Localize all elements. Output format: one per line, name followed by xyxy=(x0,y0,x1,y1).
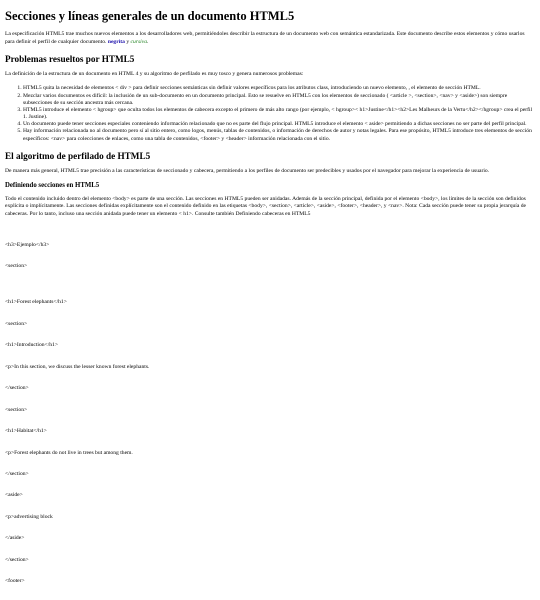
list-item: 5. Hay información relacionada no al documento pero sí al sitio entero, como logos, menús, tablas de contenidos, o información de derechos de autor y notas legales. Para ese propósito, HTML5 introduce tres elementos de sección específicos: <nav> para colecciones de enlaces, como una tabla de contenidos, <footer> y <header> información relacionada con el sitio. xyxy=(23,128,535,142)
list-item: 3. HTML5 introduce el elemento < hgroup> que oculta todos los elementos de cabecera excepto el primero de más alto rango (por ejemplo, < hgroup>< h1>Justine</h1><h2>Les Malheurs de la Vertu</h2></hgroup> crea el perfil 1. Justine). xyxy=(23,107,535,121)
list-item: 4. Un documento puede tener secciones especiales conteniendo información relacionado que no es parte del flujo principal. HTML5 introduce el elemento < aside> permitiendo a dichas secciones no ser parte del perfil principal. xyxy=(23,121,535,128)
sections-paragraph: Todo el contenido incluido dentro del elemento <body> es parte de una sección. Las secciones en HTML5 pueden ser anidadas. Además de la sección principal, definida por el elemento <body>, los límites de la sección son definidos explícita o implícitamente. Las secciones definidas explícitamente son el contenido definido en las etiquetas <body>, <section>, <article>, <aside>, <footer>, <header>, y <nav>. Nota: Cada sección puede tener su propia jerarquía de cabeceras. Por lo tanto, incluso una sección anidada puede tener un elemento < h1>. Consulte también Definiendo cabeceras en HTML5 xyxy=(5,196,527,217)
code-line: <h1>Forest elephants</h1> xyxy=(5,299,67,306)
intro-end: . xyxy=(147,38,149,45)
code-example xyxy=(5,228,535,600)
code-line: <p>Forest elephants do not live in trees but among them. xyxy=(5,449,133,456)
code-line: <h1>Introduction</h1> xyxy=(5,342,59,349)
code-line: <aside> xyxy=(5,492,23,499)
problems-lead: La definición de la estructura de un documento en HTML 4 y su algoritmo de perfilado es muy tosco y genera numerosos problemas: xyxy=(5,71,304,78)
code-line: <h1>Habitat</h1> xyxy=(5,428,47,435)
code-line: </section> xyxy=(5,556,29,563)
algorithm-paragraph: De manera más general, HTML5 trae precisión a las características de seccionado y cabecera, permitiendo a los perfiles de documento ser predecibles y usados por el navegador para mejorar la experiencia de usuario. xyxy=(5,168,490,175)
code-line: <p>advertising block xyxy=(5,513,53,520)
code-line: <section> xyxy=(5,320,28,327)
intro-paragraph xyxy=(5,31,535,45)
problems-heading: Problemas resueltos por HTML5 xyxy=(5,53,135,64)
code-line: </section> xyxy=(5,385,29,392)
code-line: </section> xyxy=(5,471,29,477)
code-line: </aside> xyxy=(5,535,25,542)
code-line: <h3>Ejemplo</h3> xyxy=(5,242,50,248)
list-item: 1. HTML5 quita la necesidad de elementos < div > para definir secciones semánticas sin definir valores específicos para los atributos class, introduciendo un nuevo elemento, , el elemento de sección HTML. xyxy=(23,85,535,92)
intro-connector: y xyxy=(126,38,130,45)
code-line: <section> xyxy=(5,263,28,270)
sections-heading: Definiendo secciones en HTML5 xyxy=(5,182,100,190)
code-line: <footer> xyxy=(5,578,25,585)
problems-list xyxy=(5,85,535,142)
list-item: 2. Mezclar varios documentos es difícil: la inclusión de un sub-documento en un documento principal. Esto se resuelve en HTML5 con los elementos de seccionado ( <article >, <section>, <nav> y <aside>) son siempre subsecciones de su sección ancestra más cercana. xyxy=(23,93,535,107)
code-line: <p>In this section, we discuss the lesser known forest elephants. xyxy=(5,363,150,370)
document-page xyxy=(0,9,540,600)
code-line: <section> xyxy=(5,406,28,413)
italic-link[interactable]: cursiva xyxy=(130,38,147,45)
page-title: Secciones y líneas generales de un documento HTML5 xyxy=(5,9,295,23)
bold-link[interactable]: negrita xyxy=(107,38,125,45)
algorithm-heading: El algoritmo de perfilado de HTML5 xyxy=(5,150,151,161)
intro-text: La especificación HTML5 trae muchos nuevos elementos a los desarrolladores web, permitiéndoles describir la estructura de un documento web con semántica estandarizada. Este documento describe estos elementos y cómo usarlos para definir el perfil de cualquier documento. xyxy=(5,31,525,45)
